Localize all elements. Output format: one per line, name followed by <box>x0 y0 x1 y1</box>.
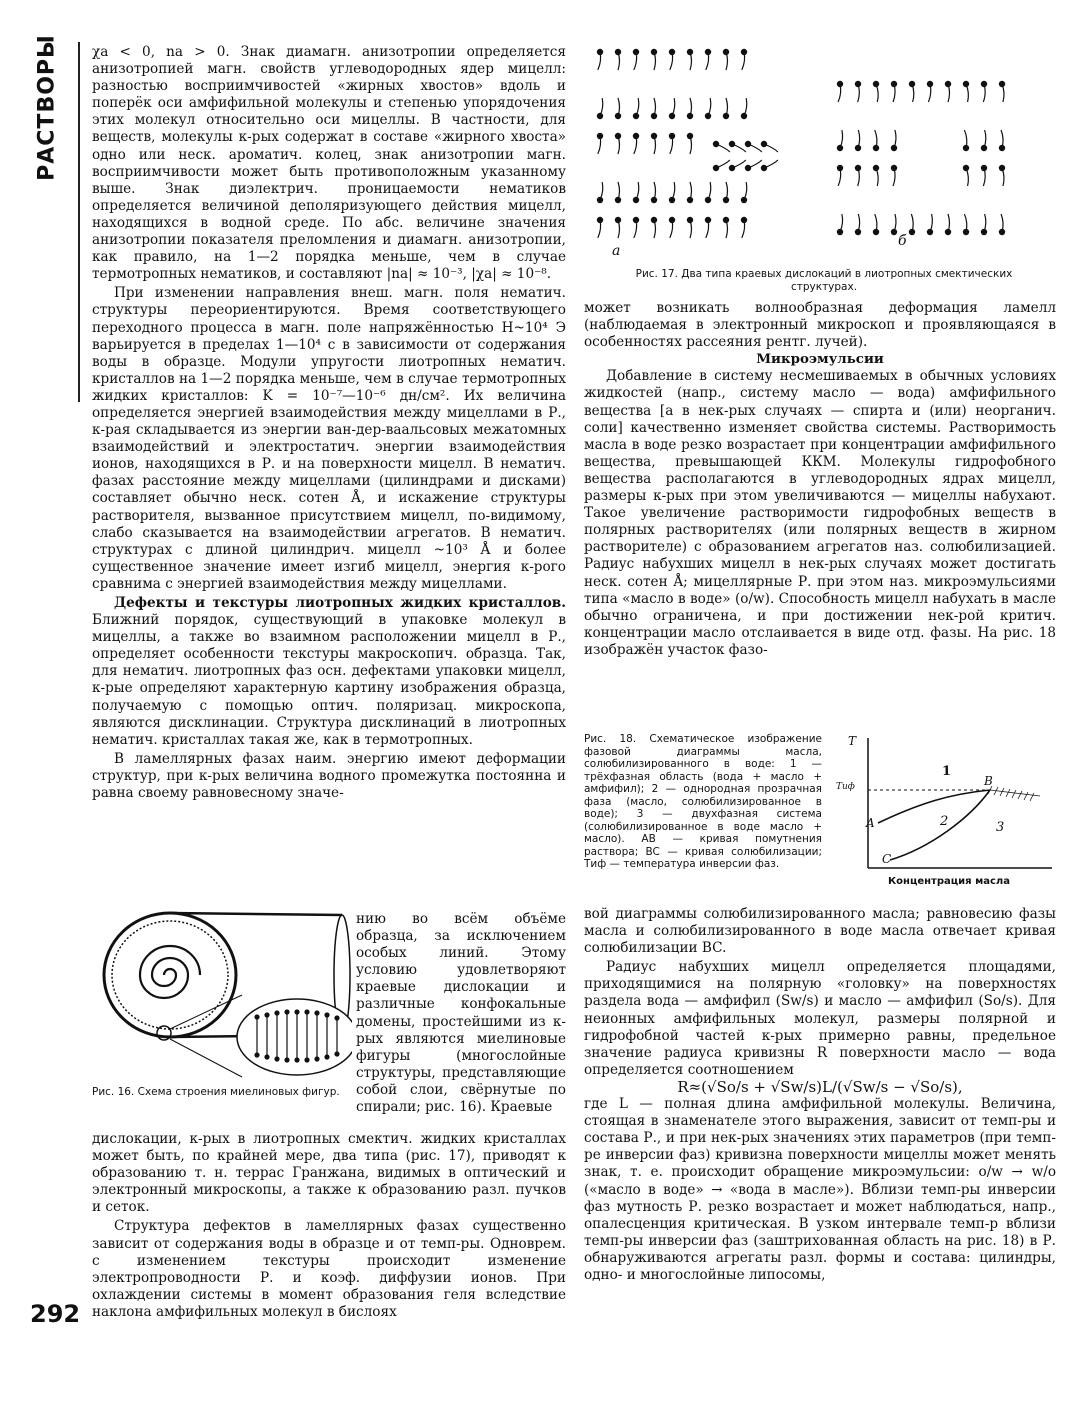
amphiphile-molecule <box>837 130 843 151</box>
amphiphile-molecule <box>615 217 621 238</box>
fig18-point-c: C <box>882 852 892 866</box>
fig18-axis-x: Концентрация масла <box>888 876 1011 887</box>
section-heading-defects: Дефекты и текстуры лиотропных жидких кристаллов. <box>114 595 566 611</box>
amphiphile-molecule <box>741 49 747 70</box>
section-heading-microemulsions: Микроэмульсии <box>756 351 884 368</box>
phase-diagram <box>830 728 1056 898</box>
amphiphile-molecule <box>651 133 657 154</box>
right-column-top <box>584 300 1056 659</box>
right-para-2: Добавление в систему несмешиваемых в обычных условиях жидкостей (напр., систему масло — вода) амфифильного вещества [а в нек-рых случаях — спирта и (или) неорганич. соли] качественно изменяет свойства системы. Растворимость масла в воде резко возрастает при концентрации амфифильного вещества, превышающей ККМ. Молекулы гидрофобного вещества располагаются в углеводородных ядрах мицелл, размеры к-рых при этом увеличиваются — мицеллы набухают. Такое увеличение растворимости гидрофобных веществ в полярных растворителях (или полярных веществ в жирном растворителе) с образованием агрегатов наз. солюбилизацией. Радиус набухших мицелл в нек-рых случаях может достигать неск. сотен Å; мицеллярные Р. при этом наз. микроэмульсиями типа «масло в воде» (o/w). Способность мицелл набухать в масле обычно ограничена, и при достижении нек-рой критич. концентрации масло отслаивается в виде отд. фазы. На рис. 18 изображён участок фазо- <box>584 368 1056 658</box>
amphiphile-molecule <box>723 217 729 238</box>
amphiphile-molecule <box>855 214 861 235</box>
figure-17-label-a: а <box>612 243 621 259</box>
amphiphile-molecule <box>633 49 639 70</box>
amphiphile-molecule <box>723 98 729 119</box>
fig18-region-2: 2 <box>940 814 949 829</box>
amphiphile-molecule <box>597 182 603 203</box>
amphiphile-molecule <box>837 81 843 102</box>
amphiphile-molecule <box>615 98 621 119</box>
amphiphile-molecule <box>633 182 639 203</box>
amphiphile-molecule <box>729 160 746 171</box>
fig18-point-b: B <box>984 774 993 788</box>
amphiphile-molecule <box>981 214 987 235</box>
amphiphile-molecule <box>669 182 675 203</box>
amphiphile-molecule <box>669 133 675 154</box>
amphiphile-molecule <box>963 214 969 235</box>
figure-17-label-b: б <box>898 233 907 249</box>
amphiphile-molecule <box>837 214 843 235</box>
figure-16 <box>92 905 352 1085</box>
amphiphile-molecule <box>597 217 603 238</box>
right-column-bottom <box>584 906 1056 1284</box>
amphiphile-molecule <box>687 182 693 203</box>
amphiphile-molecule <box>651 49 657 70</box>
amphiphile-molecule <box>651 98 657 119</box>
amphiphile-molecule <box>981 165 987 186</box>
amphiphile-molecule <box>963 130 969 151</box>
amphiphile-molecule <box>687 49 693 70</box>
amphiphile-molecule <box>761 160 778 171</box>
amphiphile-molecule <box>855 130 861 151</box>
amphiphile-molecule <box>837 165 843 186</box>
amphiphile-molecule <box>745 141 762 152</box>
left-para-4-side: нию во всём объёме образца, за исключением особых линий. Этому условию удовлетворяют краевые дислокации и различные конфокальные домены, простейшими из к-рых являются миелиновые фигуры (многослойные структуры, представляющие собой слои, свёрнутые по спирали; рис. 16). Краевые <box>356 911 566 1116</box>
amphiphile-molecule <box>705 49 711 70</box>
fig18-region-3: 3 <box>996 820 1005 835</box>
left-para-3-text: Ближний порядок, существующий в упаковке молекул в мицеллы, а также во взаимном расположении мицелл в Р., определяет особенности текстуры макроскопич. образца. Так, для нематич. лиотропных фаз осн. дефектами упаковки мицелл, к-рые определяют характерную картину изображения образца, получаемую с помощью оптич. поляризац. микроскопа, являются дисклинации. Структура дисклинаций в лиотропных нематич. кристаллах такая же, как в термотропных. <box>92 612 566 748</box>
figure-18 <box>830 728 1056 898</box>
amphiphile-molecule <box>891 214 897 235</box>
left-para-3 <box>92 595 566 749</box>
amphiphile-molecule <box>723 49 729 70</box>
running-head-text: РАСТВОРЫ <box>34 34 60 181</box>
amphiphile-molecule <box>741 98 747 119</box>
amphiphile-molecule <box>713 160 730 171</box>
curve-ab <box>878 790 990 823</box>
left-column-bottom <box>92 1131 566 1321</box>
amphiphile-molecule <box>633 133 639 154</box>
amphiphile-molecule <box>615 49 621 70</box>
amphiphile-molecule <box>713 141 730 152</box>
amphiphile-molecule <box>945 214 951 235</box>
amphiphile-molecule <box>927 214 933 235</box>
amphiphile-molecule <box>723 182 729 203</box>
figure-17 <box>588 44 1048 259</box>
amphiphile-molecule <box>873 165 879 186</box>
amphiphile-molecule <box>981 130 987 151</box>
amphiphile-molecule <box>687 98 693 119</box>
amphiphile-molecule <box>999 214 1005 235</box>
figure-16-caption: Рис. 16. Схема строения миелиновых фигур. <box>92 1086 340 1098</box>
fig18-region-1: 1 <box>942 764 952 779</box>
amphiphile-molecule <box>891 81 897 102</box>
left-column-top <box>92 44 566 802</box>
amphiphile-molecule <box>855 81 861 102</box>
edge-dislocations-drawing <box>588 44 1048 259</box>
right-para-4: Радиус набухших мицелл определяется площадями, приходящимися на полярную «головку» на поверхностях раздела вода — амфифил (Sw/s) и масло — амфифил (So/s). Для неионных амфифильных молекул, размеры полярной и гидрофобной частей к-рых примерно равны, предельное значение радиуса кривизны R поверхности масло — вода определяется соотношением <box>584 959 1056 1078</box>
left-para-1: χa < 0, na > 0. Знак диамагн. анизотропии определяется анизотропией магн. свойств углеводородных ядер мицелл: разностью восприимчивостей «жирных хвостов» вдоль и поперёк оси амфифильной молекулы и степенью упорядочения этих молекул относительно оси мицеллы. В частности, для веществ, молекулы к-рых содержат в составе «жирного хвоста» одно или неск. ароматич. колец, знак анизотропии магн. восприимчивости может быть противоположным указанному выше. Знак диэлектрич. проницаемости нематиков определяется величиной деполяризующего действия мицелл, находящихся в водной среде. По абс. величине значения анизотропии показателя преломления и диамагн. анизотропии, как правило, на 1—2 порядка меньше, чем в случае термотропных нематиков, и составляют |na| ≈ 10⁻³, |χa| ≈ 10⁻⁸. <box>92 44 566 283</box>
amphiphile-molecule <box>909 81 915 102</box>
left-para-4-start: В ламеллярных фазах наим. энергию имеют деформации структур, при к-рых величина водного промежутка постоянна и равна своему равновесному значе- <box>92 750 566 802</box>
amphiphile-molecule <box>873 81 879 102</box>
amphiphile-molecule <box>651 182 657 203</box>
amphiphile-molecule <box>945 81 951 102</box>
amphiphile-molecule <box>909 214 915 235</box>
amphiphile-molecule <box>963 165 969 186</box>
amphiphile-molecule <box>669 49 675 70</box>
amphiphile-molecule <box>633 98 639 119</box>
margin-rule <box>78 42 80 402</box>
right-para-1: может возникать волнообразная деформация ламелл (наблюдаемая в электронный микроскоп и проявляющаяся в особенностях рассеяния рентг. лучей). <box>584 300 1056 351</box>
amphiphile-molecule <box>651 217 657 238</box>
amphiphile-molecule <box>687 133 693 154</box>
right-para-3: вой диаграммы солюбилизированного масла; равновесию фазы масла и солюбилизированного в воде масла отвечает кривая солюбилизации BC. <box>584 906 1056 957</box>
amphiphile-molecule <box>981 81 987 102</box>
amphiphile-molecule <box>999 81 1005 102</box>
amphiphile-molecule <box>873 130 879 151</box>
amphiphile-molecule <box>741 217 747 238</box>
formula-radius: R≈(√So/s + √Sw/s)L/(√Sw/s − √So/s), <box>677 1077 963 1096</box>
page-number: 292 <box>30 1300 81 1328</box>
amphiphile-molecule <box>705 182 711 203</box>
figure-18-caption: Рис. 18. Схематическое изображение фазовой диаграммы масла, солюбилизированного в воде: 1 — трёхфазная область (вода + масло + амфифил); 2 — однородная прозрачная фаза (масло, солюбилизированное в воде); 3 — двухфазная система (солюбилизированное в воде масло + масло). AB — кривая помутнения раствора; BC — кривая солюбилизации; Tиф — температура инверсии фаз. <box>584 733 822 870</box>
amphiphile-molecule <box>873 214 879 235</box>
left-para-4-end: дислокации, к-рых в лиотропных смектич. жидких кристаллах может быть, по крайней мере, два типа (рис. 17), приводят к образованию т. н. террас Гранжана, видимых в оптический и электронный микроскопы, а также к образованию разл. пучков и сеток. <box>92 1131 566 1216</box>
amphiphile-molecule <box>963 81 969 102</box>
left-para-5: Структура дефектов в ламеллярных фазах существенно зависит от содержания воды в образце и от темп-ры. Одноврем. с изменением текстуры происходит изменение электропроводности Р. и коэф. диффузии ионов. При охлаждении системы в момент образования геля вследствие наклона амфифильных молекул в бислоях <box>92 1218 566 1320</box>
amphiphile-molecule <box>999 165 1005 186</box>
amphiphile-molecule <box>669 98 675 119</box>
amphiphile-molecule <box>597 98 603 119</box>
amphiphile-molecule <box>597 133 603 154</box>
amphiphile-molecule <box>669 217 675 238</box>
amphiphile-molecule <box>891 130 897 151</box>
amphiphile-molecule <box>597 49 603 70</box>
amphiphile-molecule <box>855 165 861 186</box>
fig18-point-a: A <box>866 816 875 830</box>
figure-17-caption: Рис. 17. Два типа краевых дислокаций в лиотропных смектических структурах. <box>635 268 1013 293</box>
running-head <box>22 34 72 190</box>
fig18-tif-label: Tиф <box>836 782 855 792</box>
myelin-figure-drawing <box>92 905 352 1080</box>
amphiphile-molecule <box>741 182 747 203</box>
fig18-axis-t: T <box>848 734 857 748</box>
right-para-5: где L — полная длина амфифильной молекулы. Величина, стоящая в знаменателе этого выражения, зависит от темп-ры и состава Р., и при нек-рых значениях этих параметров (при темп-ре инверсии фаз) кривизна поверхности мицеллы может менять знак, т. е. происходит обращение микроэмульсии: o/w → w/o («масло в воде» → «вода в масле»). Вблизи темп-ры инверсии фаз мутность Р. резко возрастает и может наблюдаться, напр., опалесценция критическая. В узком интервале темп-р вблизи темп-ры инверсии фаз (заштрихованная область на рис. 18) в Р. обнаруживаются агрегаты разл. формы и состава: цилиндры, одно- и многослойные липосомы, <box>584 1096 1056 1283</box>
amphiphile-molecule <box>729 141 746 152</box>
amphiphile-molecule <box>999 130 1005 151</box>
amphiphile-molecule <box>891 165 897 186</box>
amphiphile-molecule <box>687 217 693 238</box>
amphiphile-molecule <box>745 160 762 171</box>
amphiphile-molecule <box>761 141 778 152</box>
amphiphile-molecule <box>615 133 621 154</box>
left-para-2: При изменении направления внеш. магн. поля нематич. структуры переориентируются. Время соответствующего переходного процесса в магн. поле напряжённостью H~10⁴ Э варьируется в пределах 1—10⁴ с в зависимости от содержания воды в образце. Модули упругости лиотропных нематич. кристаллов на 1—2 порядка меньше, чем в случае термотропных жидких кристаллов: K = 10⁻⁷—10⁻⁶ дн/см². Их величина определяется энергией взаимодействия между мицеллами в Р., к-рая складывается из энергии ван-дер-ваальсовых межатомных взаимодействий и электростатич. энергии взаимодействия ионов, находящихся в Р. и на поверхности мицелл. В нематич. фазах расстояние между мицеллами (цилиндрами и дисками) составляет обычно неск. сотен Å, и искажение структуры растворителя, вызванное присутствием мицелл, по-видимому, слабо сказывается на взаимодействии агрегатов. В нематич. структурах с длиной цилиндрич. мицелл ~10³ Å и более существенное значение имеет изгиб мицелл, энергия к-рого сравнима с энергией взаимодействия между мицеллами. <box>92 285 566 592</box>
amphiphile-molecule <box>705 98 711 119</box>
amphiphile-molecule <box>705 217 711 238</box>
amphiphile-molecule <box>615 182 621 203</box>
amphiphile-molecule <box>927 81 933 102</box>
amphiphile-molecule <box>633 217 639 238</box>
